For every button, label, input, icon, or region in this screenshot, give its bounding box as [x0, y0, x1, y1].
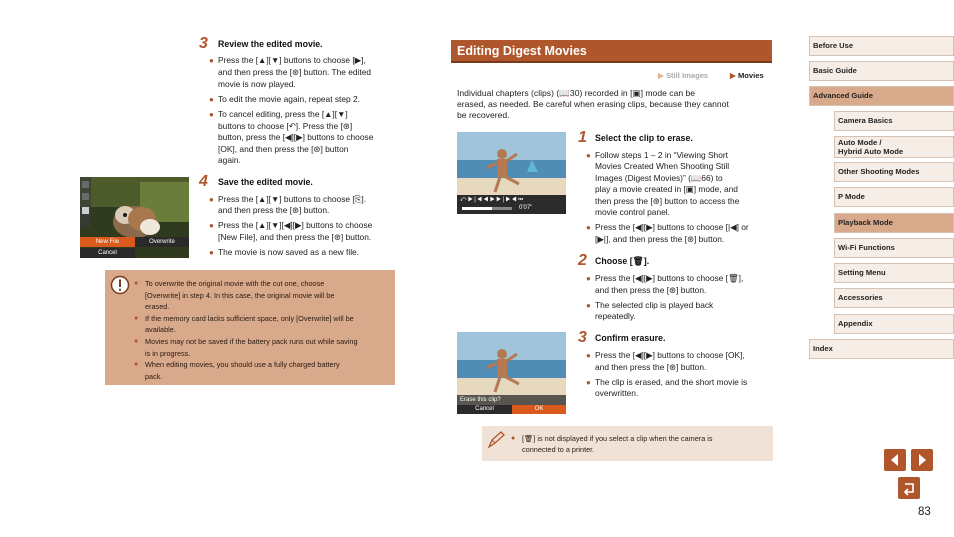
- memo-note: [482, 426, 773, 461]
- intro-line: be recovered.: [457, 110, 510, 120]
- return-icon: [898, 477, 920, 499]
- prev-page-button[interactable]: [884, 449, 906, 471]
- list-item: ● Press the [▲][▼] buttons to choose [⎘].: [209, 194, 367, 204]
- nav-index[interactable]: Index: [809, 339, 954, 359]
- note-item-cont: connected to a printer.: [522, 445, 595, 454]
- list-item: ● The movie is now saved as a new file.: [209, 247, 360, 257]
- nav-other-shooting-modes[interactable]: Other Shooting Modes: [834, 162, 954, 182]
- note-item-cont: is in progress.: [145, 349, 191, 358]
- camera-screen-save: [80, 177, 189, 258]
- nav-before-use[interactable]: Before Use: [809, 36, 954, 56]
- list-item: ● Press the [▲][▼][◀][▶] buttons to choose: [209, 220, 373, 230]
- step-4-title: Save the edited movie.: [218, 177, 313, 187]
- list-item-cont: movie control panel.: [595, 207, 670, 217]
- page-number: 83: [918, 506, 931, 518]
- pencil-icon: [486, 430, 506, 450]
- list-item-cont: button, press the [◀][▶] buttons to choose: [218, 132, 374, 142]
- note-item: ● To overwrite the original movie with the cut one, choose: [134, 279, 325, 288]
- nav-wifi-functions[interactable]: Wi-Fi Functions: [834, 238, 954, 258]
- note-item: ● [🗑] is not displayed if you select a clip when the camera is: [511, 434, 713, 443]
- list-item: ● Press the [◀][▶] buttons to choose [🗑],: [586, 273, 744, 283]
- list-item: ● The clip is erased, and the short movie is: [586, 377, 748, 387]
- erase-prompt: Erase this clip?: [457, 395, 566, 405]
- erase-ok-option: OK: [512, 405, 566, 414]
- step-1-number: 1: [578, 129, 587, 146]
- nav-auto-mode[interactable]: [834, 136, 954, 158]
- list-item-cont: again.: [218, 155, 241, 165]
- list-item-cont: repeatedly.: [595, 311, 636, 321]
- arrow-left-icon: [884, 449, 906, 471]
- list-item: ● Follow steps 1 – 2 in “Viewing Short: [586, 150, 728, 160]
- nav-setting-menu[interactable]: Setting Menu: [834, 263, 954, 283]
- list-item-cont: movie is now played.: [218, 79, 296, 89]
- erase-cancel-option: Cancel: [457, 405, 512, 414]
- mode-movies: ▶ Movies: [730, 71, 764, 80]
- movie-control-panel: [457, 195, 566, 214]
- nav-basic-guide[interactable]: Basic Guide: [809, 61, 954, 81]
- section-title: Editing Digest Movies: [457, 44, 587, 58]
- camera-screen-erase: [457, 332, 566, 414]
- list-item-cont: [New File], and then press the [⊛] button.: [218, 232, 372, 242]
- list-item-cont: Movies Created When Shooting Still: [595, 161, 730, 171]
- progress-fill: [462, 207, 492, 210]
- intro-line: Individual chapters (clips) (📖30) recorded in [▣] mode can be: [457, 88, 696, 98]
- list-item-cont: then press the [⊛] button to access the: [595, 196, 740, 206]
- list-item-cont: and then press the [⊛] button.: [595, 285, 707, 295]
- list-item-cont: buttons to choose [↶]. Press the [⊛]: [218, 121, 353, 131]
- step-2-title: Choose [🗑].: [595, 256, 650, 266]
- nav-auto-mode-line1: Auto Mode /: [838, 138, 882, 147]
- cancel-option: Cancel: [80, 248, 135, 258]
- step-1-title: Select the clip to erase.: [595, 133, 693, 143]
- elapsed-time: 0'07": [519, 205, 533, 211]
- arrow-icon: ▶: [658, 71, 666, 80]
- list-item-cont: [▶|], and then press the [⊛] button.: [595, 234, 725, 244]
- list-item-cont: play a movie created in [▣] mode, and: [595, 184, 738, 194]
- note-item-cont: [Overwrite] in step 4. In this case, the original movie will be: [145, 291, 335, 300]
- arrow-right-icon: [911, 449, 933, 471]
- nav-playback-mode[interactable]: Playback Mode: [834, 213, 954, 233]
- arrow-icon: ▶: [730, 71, 738, 80]
- note-item-cont: erased.: [145, 302, 170, 311]
- list-item: ● To cancel editing, press the [▲][▼]: [209, 109, 348, 119]
- step-3-number: 3: [199, 35, 208, 52]
- overwrite-option: Overwrite: [135, 237, 189, 247]
- list-item: ● To edit the movie again, repeat step 2.: [209, 94, 360, 104]
- step-4-number: 4: [199, 173, 208, 190]
- list-item: ● The selected clip is played back: [586, 300, 714, 310]
- new-file-option: New File: [80, 237, 135, 247]
- caution-icon: [110, 275, 130, 295]
- note-item: ● If the memory card lacks sufficient space, only [Overwrite] will be: [134, 314, 354, 323]
- list-item-cont: overwritten.: [595, 388, 639, 398]
- list-item-cont: Images (Digest Movies)” (📖66) to: [595, 173, 723, 183]
- list-item: ● Press the [▲][▼] buttons to choose [▶],: [209, 55, 366, 65]
- list-item-cont: and then press the [⊛] button. The edited: [218, 67, 372, 77]
- return-button[interactable]: [898, 477, 920, 499]
- section-header: [451, 40, 772, 63]
- step-3-title: Review the edited movie.: [218, 39, 323, 49]
- nav-accessories[interactable]: Accessories: [834, 288, 954, 308]
- mode-still-images: ▶ Still Images: [658, 71, 709, 80]
- note-item-cont: available.: [145, 325, 176, 334]
- intro-line: erased, as needed. Be careful when erasing clips, because they cannot: [457, 99, 729, 109]
- caution-note: [105, 270, 395, 385]
- camera-screen-playback: [457, 132, 566, 214]
- step-2-number: 2: [578, 252, 587, 269]
- progress-track: [462, 207, 512, 210]
- note-item-cont: pack.: [145, 372, 163, 381]
- nav-camera-basics[interactable]: Camera Basics: [834, 111, 954, 131]
- nav-p-mode[interactable]: P Mode: [834, 187, 954, 207]
- control-icons: ⤺▶|◀◀▶▶|▶◀⏮: [460, 197, 525, 203]
- step-3-title: Confirm erasure.: [595, 333, 666, 343]
- note-item: ● Movies may not be saved if the battery pack runs out while saving: [134, 337, 358, 346]
- nav-advanced-guide[interactable]: Advanced Guide: [809, 86, 954, 106]
- list-item-cont: [OK], and then press the [⊛] button: [218, 144, 349, 154]
- list-item-cont: and then press the [⊛] button.: [595, 362, 707, 372]
- step-3-number: 3: [578, 329, 587, 346]
- list-item: ● Press the [◀][▶] buttons to choose [|◀] or: [586, 222, 749, 232]
- nav-auto-mode-line2: Hybrid Auto Mode: [838, 147, 904, 156]
- next-page-button[interactable]: [911, 449, 933, 471]
- nav-appendix[interactable]: Appendix: [834, 314, 954, 334]
- list-item: ● Press the [◀][▶] buttons to choose [OK],: [586, 350, 745, 360]
- note-item: ● When editing movies, you should use a fully charged battery: [134, 360, 340, 369]
- list-item-cont: and then press the [⊛] button.: [218, 205, 330, 215]
